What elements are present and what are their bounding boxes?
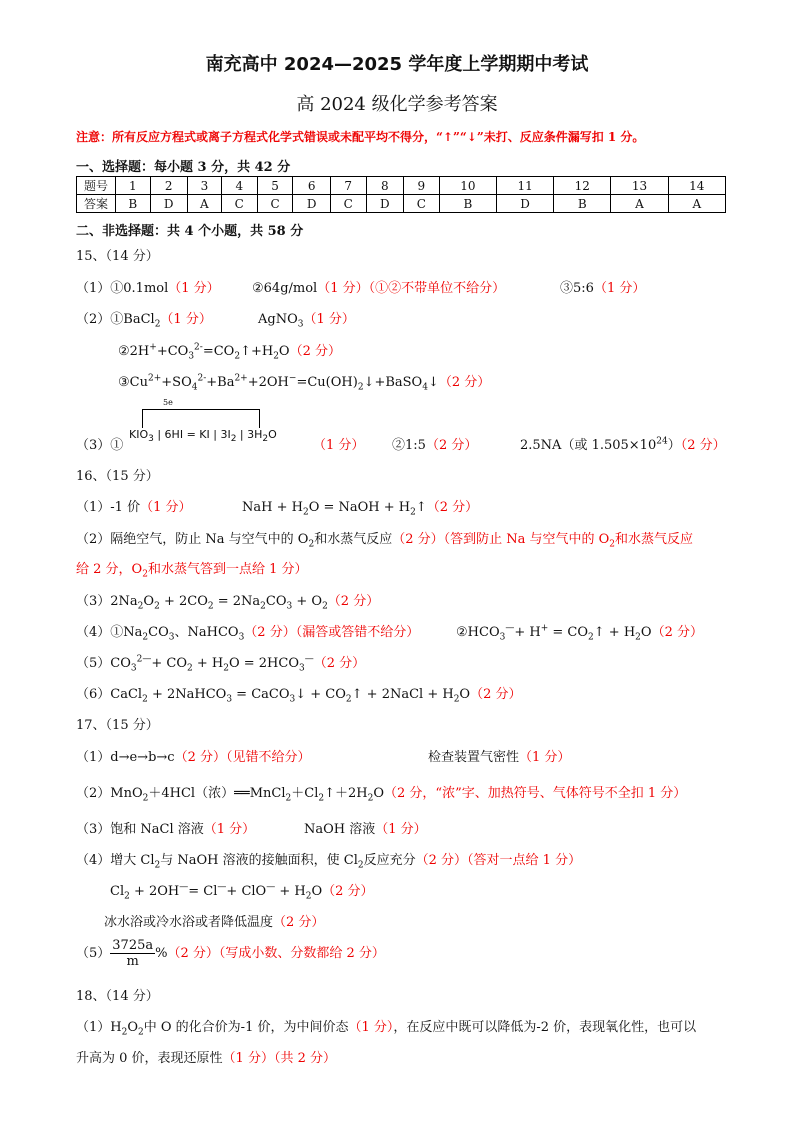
table-cell: 12 xyxy=(554,177,611,195)
answer-text: ②64g/mol xyxy=(252,281,318,296)
table-cell: 9 xyxy=(403,177,439,195)
answer-text: （3）饱和 NaCl 溶液 xyxy=(76,822,204,837)
q17-part4: （4）增大 $Cl_2$与 NaOH 溶液的接触面积，使 $Cl_2$反应充分（2 分）（答对一点给 1 分） xyxy=(76,853,582,871)
table-cell: 11 xyxy=(496,177,553,195)
answer-text: 检查装置气密性 xyxy=(428,750,520,765)
score-note: （2 分） xyxy=(313,656,366,671)
score-note: （2 分）（答到防止 Na 与空气中的 O xyxy=(392,532,610,547)
q18-part1-line2 xyxy=(76,1047,336,1066)
q17-part2: （2）MnO$_2$＋4HCl（浓）$══MnCl_2+Cl_2↑+2H_2O(2$ 分，“浓”字、加热符号、气体符号不全扣 1 分） xyxy=(76,786,687,804)
page-subtitle: 高 2024 级化学参考答案 xyxy=(296,94,498,115)
answer-text: 反应充分 xyxy=(363,853,416,868)
table-cell: A xyxy=(668,195,725,213)
score-note: （2 分，“浓”字、加热符号、气体符号不全扣 1 分） xyxy=(384,786,687,801)
table-cell: A xyxy=(611,195,668,213)
q17-part3b xyxy=(304,818,427,837)
score-note: （2 分）（写成小数、分数都给 2 分） xyxy=(167,946,385,961)
answer-text: % xyxy=(155,946,168,961)
answer-text: 中 O 的化合价为-1 价，为中间价态 xyxy=(143,1020,349,1035)
score-note: （1 分） xyxy=(168,281,220,296)
page-title: 南充高中 2024—2025 学年度上学期期中考试 xyxy=(205,54,589,75)
table-cell: D xyxy=(293,195,330,213)
electron-transfer-bracket xyxy=(142,409,260,428)
answer-text: （1）①0.1mol xyxy=(76,281,169,296)
table-cell: 5 xyxy=(257,177,293,195)
table-cell: C xyxy=(403,195,439,213)
q15-part2b: AgNO$_3$（1 分） xyxy=(258,312,355,330)
score-note: （1 分） xyxy=(593,281,646,296)
score-note: （2 分） xyxy=(426,500,479,515)
q17-part5 xyxy=(76,938,385,969)
score-note: （2 分） xyxy=(322,884,374,899)
q18-heading: 18、（14 分） xyxy=(76,989,159,1004)
notice: 注意：所有反应方程式或离子方程式化学式错误或未配平均不得分，“↑”“↓”未打、反应条件漏写扣 1 分。 xyxy=(76,130,645,144)
score-note: （1 分）（①②不带单位不给分） xyxy=(317,281,506,296)
score-note: （1 分） xyxy=(375,822,427,837)
score-note: （2 分） xyxy=(680,438,726,453)
q15-part2a: （2）①BaCl$_2$（1 分） xyxy=(76,312,212,330)
q16-heading: 16、（15 分） xyxy=(76,469,159,484)
q15-part1b xyxy=(252,277,505,296)
score-note: （1 分） xyxy=(348,1020,394,1035)
score-note: （2 分） xyxy=(273,915,325,930)
table-cell: 2 xyxy=(150,177,187,195)
answer-text: AgNO xyxy=(258,312,298,327)
q17-part4-equation: $Cl_2 + 2OH^—= Cl^—+ ClO^— + H_2O(2$ 分） xyxy=(110,882,374,902)
table-cell: 13 xyxy=(611,177,668,195)
q16-part4b: $②HCO_3^—+ H^+$ = $CO_2↑ + H_2O(2$ 分） xyxy=(456,623,703,643)
answer-text: ，在反应中既可以降低为-2 价，表现氧化性，也可以 xyxy=(393,1020,697,1035)
table-cell: A xyxy=(187,195,221,213)
table-row xyxy=(77,177,726,195)
score-note: （1 分） xyxy=(160,312,212,327)
q17-heading: 17、（15 分） xyxy=(76,718,159,733)
q16-part2: （2）隔绝空气，防止 Na 与空气中的 $O_2$和水蒸气反应（2 分）（答到防止 Na 与空气中的 $O_2$和水蒸气反应 xyxy=(76,532,694,550)
q15-part1c xyxy=(560,277,645,296)
answer-text: 与 NaOH 溶液的接触面积，使 Cl xyxy=(160,853,358,868)
score-note: （1 分） xyxy=(203,822,256,837)
score-note: （1 分） xyxy=(519,750,571,765)
q16-part1 xyxy=(76,496,191,515)
table-cell: C xyxy=(330,195,366,213)
table-row xyxy=(77,195,726,213)
table-cell: 4 xyxy=(221,177,257,195)
score-note: （2 分） xyxy=(425,438,478,453)
answer-text: （2）①BaCl xyxy=(76,312,155,327)
table-cell: B xyxy=(439,195,496,213)
q15-part3-label: （3）① xyxy=(76,438,124,453)
answer-table xyxy=(76,176,726,213)
table-cell: D xyxy=(366,195,403,213)
q15-part3b xyxy=(392,434,477,453)
q17-part1 xyxy=(76,746,310,765)
answer-text: ②1:5 xyxy=(392,438,426,453)
q16-part5: $(5)CO_3^{2—}+ CO_2 + H_2O = 2HCO_3^—(2$ 分） xyxy=(76,654,366,674)
answer-text: （1）-1 价 xyxy=(76,500,141,515)
score-note: 和水蒸气答到一点给 1 分） xyxy=(147,562,308,577)
score-note: （2 分） xyxy=(438,375,491,390)
fraction-denominator: m xyxy=(126,954,139,969)
redox-equation: $KIO_3$ | 6HI = KI | $3I_2$ | $3H_2O$ xyxy=(129,428,277,445)
q16-part6: （6）CaCl$_2$ + 2NaHCO$_3$ = CaCO$_3$↓ + $CO_2↑$ + 2NaCl + $H_2O(2$ 分） xyxy=(76,687,522,705)
score-note: （1 分） xyxy=(140,500,192,515)
q17-part3a xyxy=(76,818,255,837)
answer-text: （5） xyxy=(76,946,111,961)
table-cell: 6 xyxy=(293,177,330,195)
q15-equation-1: $②2H^++CO_3^{2-}=CO_2↑+H_2O(2$ 分） xyxy=(118,342,341,362)
table-cell: 答案 xyxy=(77,195,116,213)
score-note: （2 分）（漏答或答错不给分） xyxy=(244,625,420,640)
q15-equation-2: $③Cu^{2+}+SO_4^{2-}+Ba^{2+}+2OH^-=Cu(OH)_2↓+BaSO_4↓(2$ 分） xyxy=(118,373,491,393)
score-note: （2 分） xyxy=(651,625,703,640)
answer-text: ） xyxy=(667,438,681,453)
answer-text: （1）H xyxy=(76,1020,122,1035)
table-cell: 7 xyxy=(330,177,366,195)
score-note: （1 分） xyxy=(313,438,365,453)
section-1-heading: 一、选择题：每小题 3 分，共 42 分 xyxy=(76,160,291,175)
q18-part1: $(1)H_2O_2$中 O 的化合价为-1 价，为中间价态（1 分），在反应中既可以降低为-2 价，表现氧化性，也可以 xyxy=(76,1020,697,1038)
score-note: （2 分） xyxy=(289,344,341,359)
answer-text: 2.5NA（或 1.505×10 xyxy=(520,438,657,453)
table-cell: B xyxy=(554,195,611,213)
q16-part4a: $(4)①Na_2CO_3$、NaHCO$_3$（2 分）（漏答或答错不给分） xyxy=(76,625,420,643)
table-cell: 10 xyxy=(439,177,496,195)
score-note: 和水蒸气反应 xyxy=(615,532,694,547)
q17-part1b xyxy=(428,746,570,765)
answer-text: （2）隔绝空气，防止 Na 与空气中的 O xyxy=(76,532,309,547)
electron-count: 5e xyxy=(163,398,173,407)
answer-text: 升高为 0 价，表现还原性 xyxy=(76,1051,223,1066)
table-cell: C xyxy=(221,195,257,213)
q15-part1 xyxy=(76,277,220,296)
table-cell: 14 xyxy=(668,177,725,195)
table-cell: C xyxy=(257,195,293,213)
fraction xyxy=(110,938,155,969)
q16-part1-equation: NaH + $H_2O$ = NaOH + $H_2↑(2$ 分） xyxy=(242,500,479,518)
table-cell: 1 xyxy=(116,177,151,195)
answer-text: 和水蒸气反应 xyxy=(314,532,393,547)
score-note: （2 分）（见错不给分） xyxy=(174,750,311,765)
q16-part3: $(3)2Na_2O_2 + 2CO_2 = 2Na_2CO_3 + O_2(2$ 分） xyxy=(76,594,380,612)
fraction-numerator: 3725a xyxy=(112,938,154,953)
score-note: （1 分） xyxy=(303,312,355,327)
score-note: （2 分）（答对一点给 1 分） xyxy=(415,853,582,868)
score-note: （1 分）（共 2 分） xyxy=(222,1051,336,1066)
table-cell: 题号 xyxy=(77,177,116,195)
section-2-heading: 二、非选择题：共 4 个小题，共 58 分 xyxy=(76,224,304,239)
q17-part4-cooling xyxy=(104,911,324,930)
table-cell: B xyxy=(116,195,151,213)
answer-text: （1）d→e→b→c xyxy=(76,750,175,765)
q16-part2-line2: 给 2 分，$O_2$和水蒸气答到一点给 1 分） xyxy=(76,562,308,580)
answer-text: 冰水浴或冷水浴或者降低温度 xyxy=(104,915,274,930)
score-note: 给 2 分，O xyxy=(76,562,143,577)
answer-text: NaOH 溶液 xyxy=(304,822,376,837)
score-note: （2 分） xyxy=(470,687,522,702)
table-cell: 8 xyxy=(366,177,403,195)
answer-text: （4）增大 Cl xyxy=(76,853,155,868)
table-cell: D xyxy=(496,195,553,213)
table-cell: 3 xyxy=(187,177,221,195)
table-cell: D xyxy=(150,195,187,213)
q15-heading: 15、（14 分） xyxy=(76,249,159,264)
answer-text: O xyxy=(127,1020,139,1035)
q15-part3c: 2.5NA（或 $1.505\times 10^{24})(2$ 分） xyxy=(520,436,726,453)
answer-text: ③5:6 xyxy=(560,281,594,296)
score-note: （2 分） xyxy=(327,594,380,609)
